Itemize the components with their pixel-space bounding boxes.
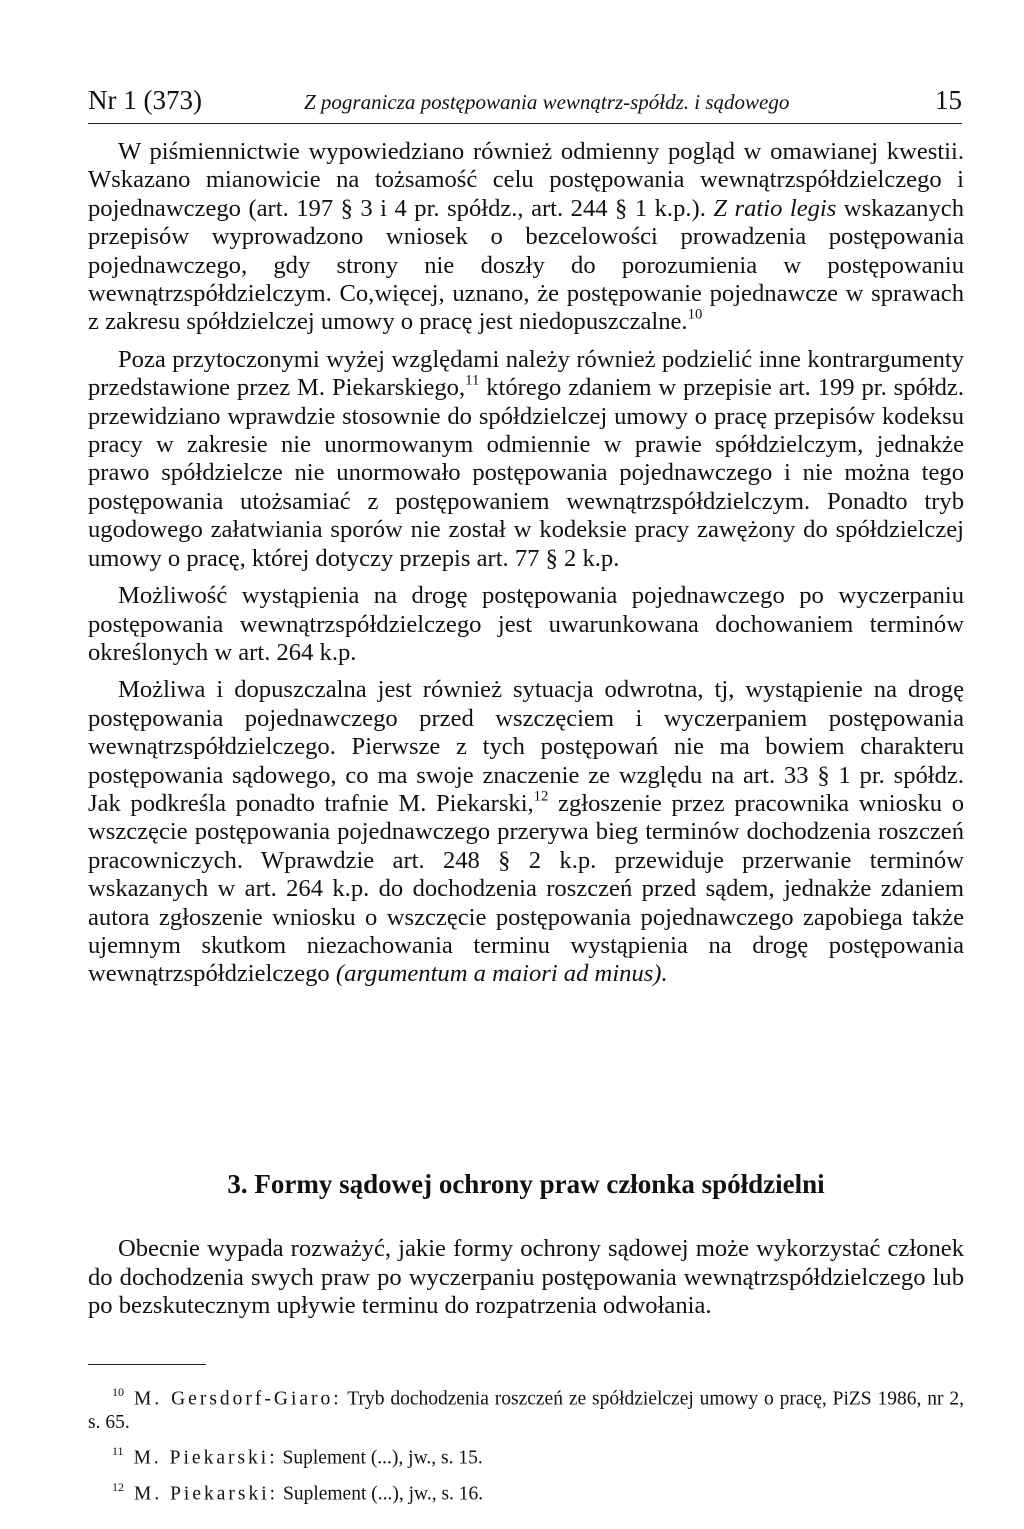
footnote-reference: 11 <box>465 372 480 389</box>
body-text <box>88 138 964 998</box>
page-number: 15 <box>935 85 962 115</box>
footnote-reference: 12 <box>533 788 549 805</box>
footnote-author: M. Piekarski: <box>133 1447 278 1469</box>
body-paragraph <box>88 346 964 573</box>
body-paragraph <box>88 582 964 667</box>
footnote-number: 10 <box>112 1385 124 1399</box>
footnote-number: 11 <box>112 1444 124 1459</box>
footnote-author: M. Gersdorf-Giaro: <box>134 1388 342 1410</box>
footnote <box>88 1475 964 1506</box>
running-head <box>88 80 962 120</box>
italic-text: Z ratio legis <box>713 194 837 222</box>
footnote <box>88 1380 964 1435</box>
paragraph-text: wskazanych przepisów wyprowadzono wniosek o bezcelowości prowadzenia postępowania pojednawczego, gdy strony nie doszły do porozumienia w postępowaniu wewnątrzspółdzielczym. Co,więcej, uznano, że postępowanie pojednawcze w sprawach z zakresu spółdzielczej umowy o pracę jest niedopuszczalne. <box>88 194 964 336</box>
footnote-text: Suplement (...), jw., s. 16. <box>278 1483 484 1505</box>
body-paragraph <box>88 138 964 337</box>
header-rule <box>88 123 962 124</box>
footnote-text: Tryb dochodzenia roszczeń ze spółdzielczej umowy o pracę, PiZS 1986, nr 2, s. 65. <box>88 1388 964 1434</box>
footnote-author: M. Piekarski: <box>134 1483 279 1505</box>
paragraph-text: Poza przytoczonymi wyżej względami należy również podzielić inne kontrargumenty przedstawione przez M. Piekarskiego, <box>88 345 964 402</box>
paragraph-text: W piśmiennictwie wypowiedziano również odmienny pogląd w omawianej kwestii. Wskazano mianowicie na tożsamość celu postępowania wewnątrzspółdzielczego i pojednawczego (art. 197 § 3 i 4 pr. spółdz., art. 244 § 1 k.p.). <box>88 138 964 222</box>
paragraph-text: zgłoszenie przez pracownika wniosku o wszczęcie postępowania pojednawczego przerywa bieg terminów dochodzenia roszczeń pracowniczych. Wprawdzie art. 248 § 2 k.p. przewiduje przerwanie terminów wskazanych w art. 264 k.p. do dochodzenia roszczeń przed sądem, jednakże zdaniem autora zgłoszenie wniosku o wszczęcie postępowania pojednawczego zapobiega także ujemnym skutkom niezachowania terminu wystąpienia na drogę postępowania wewnątrzspółdzielczego <box>88 789 964 988</box>
footnote-reference: 10 <box>687 307 703 324</box>
paragraph-text: którego zdaniem w przepisie art. 199 pr. spółdz. przewidziano wprawdzie stosownie do spółdzielczej umowy o pracę przepisów kodeksu pracy w zakresie nie unormowanym odmiennie w prawie spółdzielczym, jednakże prawo spółdzielcze nie unormowało postępowania pojednawczego i nie można tego postępowania utożsamiać z postępowaniem wewnątrzspółdzielczym. Ponadto tryb ugodowego załatwiania sporów nie został w kodeksie pracy zawężony do spółdzielczej umowy o pracę, której dotyczy przepis art. 77 § 2 k.p. <box>88 374 964 572</box>
section-paragraph: Obecnie wypada rozważyć, jakie formy ochrony sądowej może wykorzystać członek do dochodzenia swych praw po wyczerpaniu postępowania wewnątrzspółdzielczego lub po bezskutecznym upływie terminu do rozpatrzenia odwołania. <box>88 1235 964 1320</box>
footnote-rule <box>88 1364 206 1365</box>
running-title: Z pogranicza postępowania wewnątrz-spółdz. i sądowego <box>304 90 790 114</box>
footnote <box>88 1439 964 1470</box>
italic-text: (argumentum a maiori ad minus). <box>335 960 668 988</box>
section-heading: 3. Formy sądowej ochrony praw członka spółdzielni <box>227 1169 825 1199</box>
footnotes <box>88 1380 964 1510</box>
paragraph-text: Możliwość wystąpienia na drogę postępowania pojednawczego po wyczerpaniu postępowania wewnątrzspółdzielczego jest uwarunkowana dochowaniem terminów określonych w art. 264 k.p. <box>88 582 964 666</box>
footnote-text: Suplement (...), jw., s. 15. <box>277 1447 483 1469</box>
paragraph-text: Możliwa i dopuszczalna jest również sytuacja odwrotna, tj, wystąpienie na drogę postępowania pojednawczego przed wszczęciem i wyczerpaniem postępowania wewnątrzspółdzielczego. Pierwsze z tych postępowań nie ma bowiem charakteru postępowania sądowego, co ma swoje znaczenie ze względu na art. 33 § 1 pr. spółdz. Jak podkreśla ponadto trafnie M. Piekarski, <box>88 676 964 817</box>
footnote-number: 12 <box>112 1479 124 1494</box>
body-paragraph <box>88 676 964 988</box>
issue-number: Nr 1 (373) <box>88 85 202 115</box>
